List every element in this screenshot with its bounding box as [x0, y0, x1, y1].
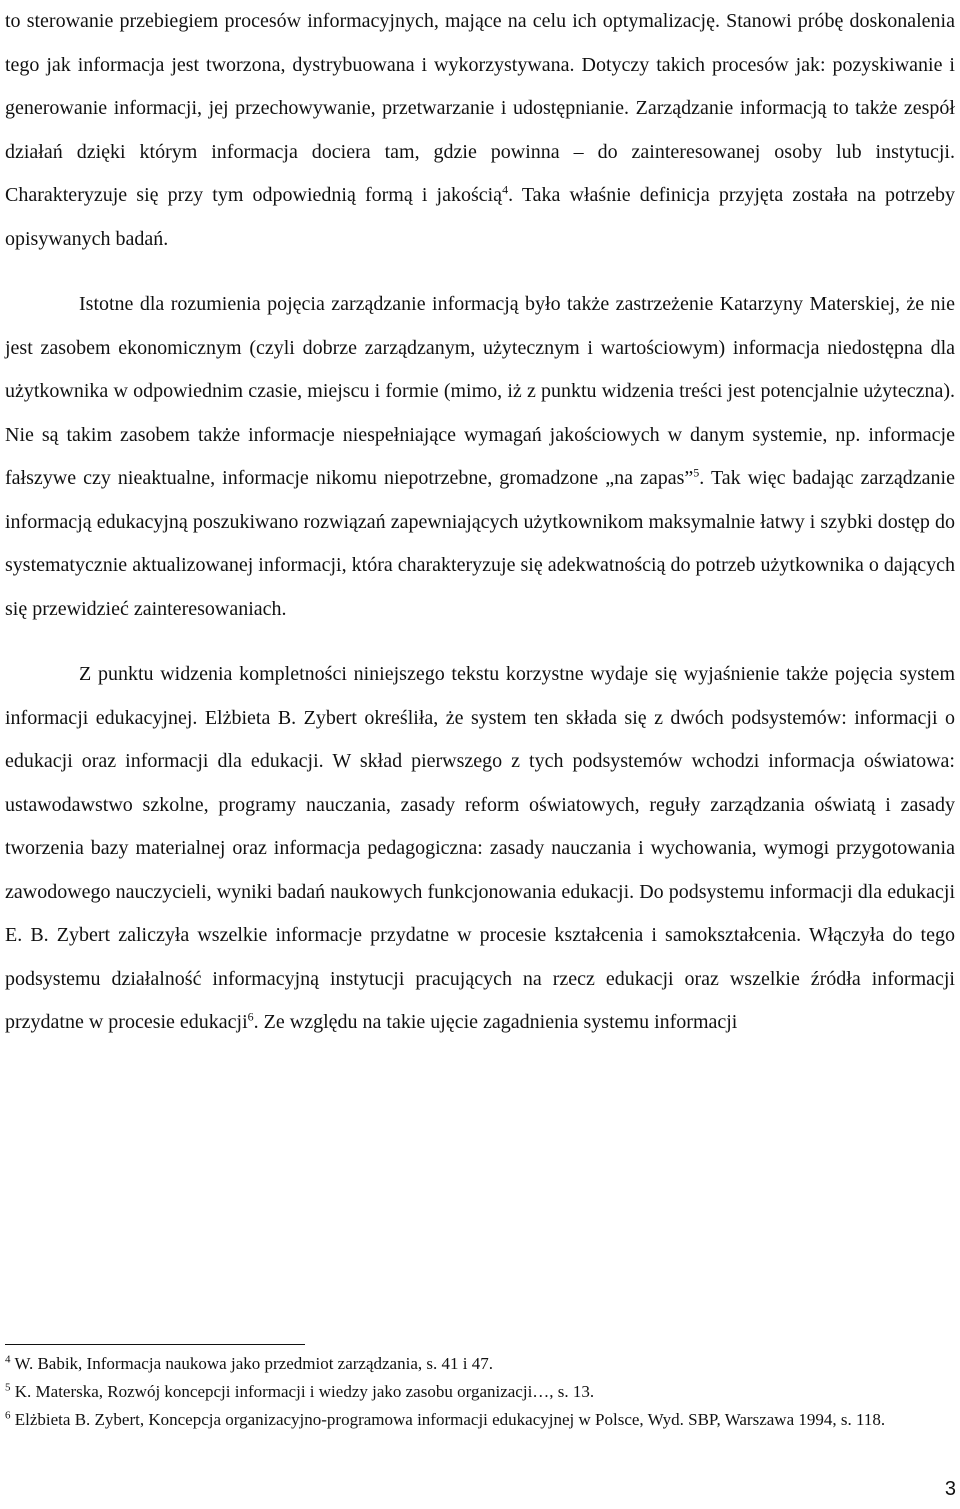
paragraph-1	[5, 0, 955, 261]
footnote-ref-4[interactable]: 4	[502, 182, 509, 197]
body-text	[5, 0, 955, 1045]
footnote-ref-5[interactable]: 5	[693, 465, 700, 480]
footnote-4	[5, 1350, 955, 1378]
paragraph-2	[5, 283, 955, 631]
footnote-6	[5, 1406, 955, 1434]
footnote-text: W. Babik, Informacja naukowa jako przedmiot zarządzania, s. 41 i 47.	[14, 1354, 493, 1373]
paragraph-text: . Taka właśnie definicja przyjęta została na potrzeby opisywanych badań.	[5, 184, 955, 250]
footnote-5	[5, 1378, 955, 1406]
footnotes	[5, 1350, 955, 1434]
page-number: 3	[944, 1478, 956, 1500]
paragraph-text: . Tak więc badając zarządzanie informacją edukacyjną poszukiwano rozwiązań zapewniających użytkownikom maksymalnie łatwy i szybki dostęp do systematycznie aktualizowanej informacji, która charakteryzuje się adekwatnością do potrzeb użytkownika o dających się przewidzieć zainteresowaniach.	[5, 467, 955, 620]
footnote-ref-6[interactable]: 6	[247, 1009, 254, 1024]
paragraph-text: . Ze względu na takie ujęcie zagadnienia systemu informacji	[253, 1011, 738, 1033]
footnote-text: Elżbieta B. Zybert, Koncepcja organizacyjno-programowa informacji edukacyjnej w Polsce, Wyd. SBP, Warszawa 1994, s. 118.	[14, 1410, 886, 1429]
footnote-number: 5	[5, 1381, 11, 1394]
footnote-separator	[5, 1344, 305, 1345]
paragraph-3	[5, 653, 955, 1045]
paragraph-text: to sterowanie przebiegiem procesów informacyjnych, mające na celu ich optymalizację. Stanowi próbę doskonalenia tego jak informacja jest tworzona, dystrybuowana i wykorzystywana. Dotyczy takich procesów jak: pozyskiwanie i generowanie informacji, jej przechowywanie, przetwarzanie i udostępnianie. Zarządzanie informacją to także zespół działań dzięki którym informacja dociera tam, gdzie powinna – do zainteresowanej osoby lub instytucji. Charakteryzuje się przy tym odpowiednią formą i jakością	[5, 10, 955, 206]
footnote-number: 4	[5, 1353, 11, 1366]
footnote-number: 6	[5, 1409, 11, 1422]
footnote-text: K. Materska, Rozwój koncepcji informacji i wiedzy jako zasobu organizacji…, s. 13.	[14, 1382, 595, 1401]
paragraph-text: Z punktu widzenia kompletności niniejszego tekstu korzystne wydaje się wyjaśnienie także pojęcia system informacji edukacyjnej. Elżbieta B. Zybert określiła, że system ten składa się z dwóch podsystemów: informacji o edukacji oraz informacji dla edukacji. W skład pierwszego z tych podsystemów wchodzi informacja oświatowa: ustawodawstwo szkolne, programy nauczania, zasady reform oświatowych, reguły zarządzania oświatą i zasady tworzenia bazy materialnej oraz informacja pedagogiczna: zasady nauczania i wychowania, wymogi przygotowania zawodowego nauczycieli, wyniki badań naukowych funkcjonowania edukacji. Do podsystemu informacji dla edukacji E. B. Zybert zaliczyła wszelkie informacje przydatne w procesie kształcenia i samokształcenia. Włączyła do tego podsystemu działalność informacyjną instytucji pracujących na rzecz edukacji oraz wszelkie źródła informacji przydatne w procesie edukacji	[5, 663, 955, 1033]
paragraph-text: Istotne dla rozumienia pojęcia zarządzanie informacją było także zastrzeżenie Katarzyny Materskiej, że nie jest zasobem ekonomicznym (czyli dobrze zarządzanym, użytecznym i wartościowym) informacja niedostępna dla użytkownika w odpowiednim czasie, miejscu i formie (mimo, iż z punktu widzenia treści jest potencjalnie użyteczna). Nie są takim zasobem także informacje niespełniające wymagań jakościowych w danym systemie, np. informacje fałszywe czy nieaktualne, informacje nikomu niepotrzebne, gromadzone „na zapas”	[5, 293, 955, 489]
